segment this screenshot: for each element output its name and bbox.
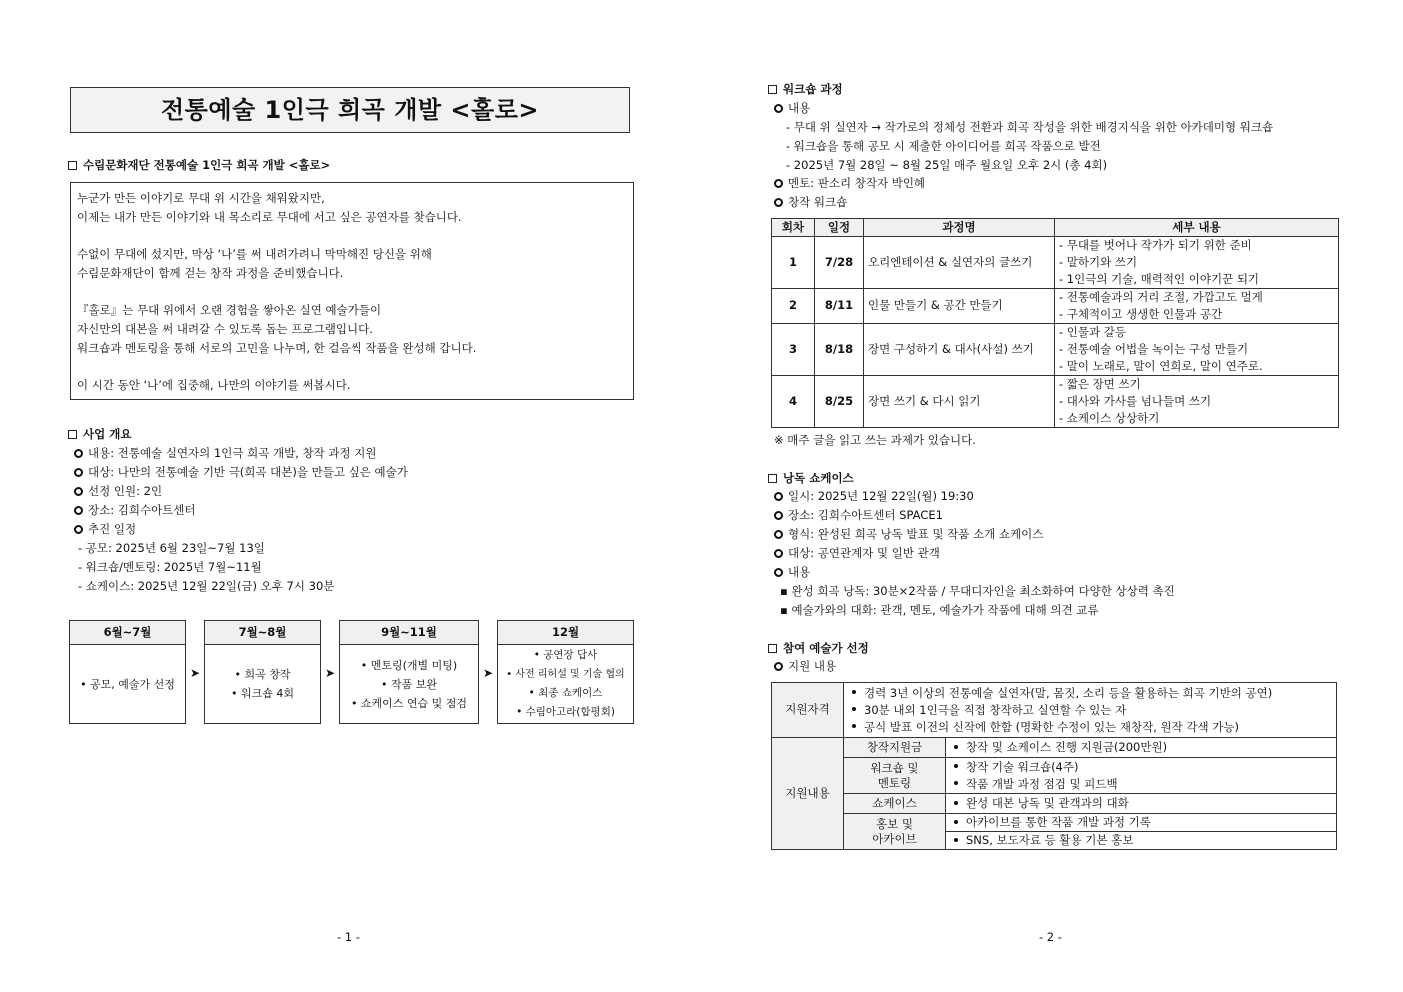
circle-bullet-icon [774, 104, 783, 113]
table-header-row [772, 219, 1339, 237]
circle-bullet-icon [74, 487, 83, 496]
table-cell-no: 1 [772, 237, 815, 289]
table-cell-details: - 인물과 갈등 - 전통예술 어법을 녹이는 구성 만들기 - 말이 노래로, 말이 연희로, 말이 연주로. [1055, 324, 1339, 376]
schedule-item: - 공모: 2025년 6월 23일~7월 13일 [78, 541, 265, 555]
support-label: 지원 내용 [774, 659, 836, 675]
flow-step-head: 9월~11월 [340, 621, 478, 645]
bullet-dot-icon [954, 838, 958, 842]
section-heading-selection [768, 641, 869, 657]
section-heading-text: 수림문화재단 전통예술 1인극 희곡 개발 <홀로> [83, 158, 331, 172]
support-table [771, 682, 1337, 850]
section-heading-workshop [768, 82, 843, 98]
schedule-item: - 워크숍/멘토링: 2025년 7월~11월 [78, 560, 262, 574]
overview-item: 대상: 나만의 전통예술 기반 극(희곡 대본)을 만들고 싶은 예술가 [74, 465, 408, 481]
table-cell-details: - 전통예술과의 거리 조절, 가깝고도 멀게 - 구체적이고 생생한 인물과 공간 [1055, 289, 1339, 324]
intro-blank [77, 227, 627, 245]
circle-bullet-icon [74, 449, 83, 458]
showcase-item: 장소: 김희수아트센터 SPACE1 [774, 508, 943, 524]
checkbox-square-icon [768, 85, 777, 94]
checkbox-square-icon [68, 430, 77, 439]
intro-blank [77, 358, 627, 376]
flow-step-body [498, 645, 633, 723]
arrow-right-icon: ➤ [325, 666, 336, 680]
table-cell-no: 4 [772, 376, 815, 428]
checkbox-square-icon [768, 644, 777, 653]
table-cell-name: 장면 쓰기 & 다시 읽기 [864, 376, 1055, 428]
intro-line: 이제는 내가 만든 이야기와 내 목소리로 무대에 서고 싶은 공연자를 찾습니다. [77, 210, 462, 224]
support-row-label: 창작지원금 [844, 738, 946, 758]
flow-step-item: • 공연장 답사 [533, 649, 598, 661]
circle-bullet-icon [774, 492, 783, 501]
bullet-dot-icon [852, 690, 856, 694]
table-row [772, 794, 1337, 814]
workshop-content-label: 내용 [774, 101, 810, 117]
table-row [772, 237, 1339, 289]
qual-label: 지원자격 [772, 683, 844, 738]
bullet-dot-icon [954, 764, 958, 768]
flow-step-item: • 워크숍 4회 [231, 687, 294, 700]
table-row [772, 324, 1339, 376]
flow-step-item: • 작품 보완 [381, 677, 437, 691]
support-row-item: 창작 기술 워크숍(4주) 작품 개발 과정 점검 및 피드백 [946, 758, 1337, 794]
overview-item: 선정 인원: 2인 [74, 484, 162, 500]
table-note: ※ 매주 글을 읽고 쓰는 과제가 있습니다. [774, 433, 976, 447]
workshop-content-item: - 무대 위 실연자 → 작가로의 정체성 전환과 희곡 작성을 위한 배경지식을 위한 아카데미형 워크숍 [786, 120, 1274, 134]
workshop-table [771, 218, 1339, 428]
table-header: 세부 내용 [1055, 219, 1339, 237]
table-cell-name: 장면 구성하기 & 대사(사설) 쓰기 [864, 324, 1055, 376]
schedule-item: - 쇼케이스: 2025년 12월 22일(금) 오후 7시 30분 [78, 579, 335, 593]
bullet-dot-icon [954, 801, 958, 805]
showcase-item: 내용 [774, 565, 810, 581]
table-cell-name: 오리엔테이션 & 실연자의 글쓰기 [864, 237, 1055, 289]
checkbox-square-icon [768, 474, 777, 483]
flow-step-2 [204, 620, 321, 724]
arrow-right-icon: ➤ [190, 666, 201, 680]
section-heading-text: 워크숍 과정 [783, 82, 843, 96]
support-row-item: 창작 및 쇼케이스 진행 지원금(200만원) [946, 738, 1337, 758]
showcase-item: 형식: 완성된 희곡 낭독 발표 및 작품 소개 쇼케이스 [774, 527, 1043, 543]
intro-line: 자신만의 대본을 써 내려갈 수 있도록 돕는 프로그램입니다. [77, 322, 373, 336]
flow-step-item: • 수림아고라(합평회) [516, 706, 615, 718]
table-row [772, 683, 1337, 738]
flow-step-head: 12월 [498, 621, 633, 645]
support-row-item: 아카이브를 통한 작품 개발 과정 기록 [946, 814, 1337, 832]
section-heading-text: 낭독 쇼케이스 [783, 471, 854, 485]
flow-step-4 [497, 620, 634, 724]
section-heading-showcase [768, 471, 854, 487]
showcase-item: 대상: 공연관계자 및 일반 관객 [774, 546, 940, 562]
flow-step-item: • 사전 리허설 및 기술 협의 [506, 669, 625, 680]
checkbox-square-icon [68, 161, 77, 170]
showcase-content-item: ▪ 예술가와의 대화: 관객, 멘토, 예술가가 작품에 대해 의견 교류 [780, 603, 1099, 617]
flow-step-body [70, 645, 185, 723]
bullet-dot-icon [852, 724, 856, 728]
flow-step-head: 7월~8월 [205, 621, 320, 645]
table-cell-details: - 짧은 장면 쓰기 - 대사와 가사를 넘나들며 쓰기 - 쇼케이스 상상하기 [1055, 376, 1339, 428]
table-header: 일정 [815, 219, 864, 237]
intro-line: 워크숍과 멘토링을 통해 서로의 고민을 나누며, 한 걸음씩 작품을 완성해 갑니다. [77, 341, 477, 355]
table-cell-details: - 무대를 벗어나 작가가 되기 위한 준비 - 말하기와 쓰기 - 1인극의 기술, 매력적인 이야기꾼 되기 [1055, 237, 1339, 289]
table-row [772, 376, 1339, 428]
section-heading-text: 참여 예술가 선정 [783, 641, 869, 655]
table-cell-date: 8/25 [815, 376, 864, 428]
circle-bullet-icon [774, 511, 783, 520]
table-cell-date: 7/28 [815, 237, 864, 289]
intro-line: 수없이 무대에 섰지만, 막상 ‘나’를 써 내려가려니 막막해진 당신을 위해 [77, 247, 432, 261]
table-row [772, 289, 1339, 324]
page-2 [700, 0, 1403, 992]
mentor-item: 멘토: 판소리 창작자 박인혜 [774, 176, 925, 192]
page-number: - 2 - [1039, 930, 1062, 944]
workshop-content-item: - 워크숍을 통해 공모 시 제출한 아이디어를 희곡 작품으로 발전 [786, 139, 1101, 153]
section-heading-overview [68, 427, 131, 443]
flow-step-item: • 최종 쇼케이스 [528, 687, 603, 699]
overview-item: 장소: 김희수아트센터 [74, 503, 196, 519]
circle-bullet-icon [74, 468, 83, 477]
support-row-label: 홍보 및 아카이브 [844, 814, 946, 850]
support-row-item: 완성 대본 낭독 및 관객과의 대화 [946, 794, 1337, 814]
overview-item: 추진 일정 [74, 522, 136, 538]
table-row [772, 738, 1337, 758]
page-number: - 1 - [337, 930, 360, 944]
circle-bullet-icon [774, 549, 783, 558]
page-1 [0, 0, 700, 992]
bullet-dot-icon [954, 820, 958, 824]
arrow-right-icon: ➤ [483, 666, 494, 680]
flow-step-1 [69, 620, 186, 724]
showcase-item: 일시: 2025년 12월 22일(월) 19:30 [774, 489, 974, 505]
intro-blank [77, 283, 627, 301]
table-cell-name: 인물 만들기 & 공간 만들기 [864, 289, 1055, 324]
section-heading-text: 사업 개요 [83, 427, 132, 441]
qual-items: 경력 3년 이상의 전통예술 실연자(말, 몸짓, 소리 등을 활용하는 희곡 기반의 공연) 30분 내외 1인극을 직접 창작하고 실연할 수 있는 자 공식 발표 이전의 신작에 한함 (명확한 수정이 있는 재창작, 원작 각색 가능) [844, 683, 1337, 738]
circle-bullet-icon [774, 198, 783, 207]
bullet-dot-icon [954, 745, 958, 749]
flow-step-item: • 공모, 예술가 선정 [80, 677, 175, 691]
circle-bullet-icon [774, 568, 783, 577]
table-cell-date: 8/11 [815, 289, 864, 324]
circle-bullet-icon [774, 662, 783, 671]
table-cell-no: 3 [772, 324, 815, 376]
intro-line: 『홀로』는 무대 위에서 오랜 경험을 쌓아온 실연 예술가들이 [77, 303, 382, 317]
support-row-label: 워크숍 및 멘토링 [844, 758, 946, 794]
workshop-label: 창작 워크숍 [774, 195, 847, 211]
flow-step-body [340, 645, 478, 723]
flow-step-item: • 멘토링(개별 미팅) [360, 658, 458, 672]
table-header: 과정명 [864, 219, 1055, 237]
table-header: 회차 [772, 219, 815, 237]
table-cell-no: 2 [772, 289, 815, 324]
page-title: 전통예술 1인극 희곡 개발 <홀로> [70, 87, 630, 133]
flow-step-head: 6월~7월 [70, 621, 185, 645]
intro-line: 누군가 만든 이야기로 무대 위 시간을 채워왔지만, [77, 191, 325, 205]
workshop-content-item: - 2025년 7월 28일 ~ 8월 25일 매주 월요일 오후 2시 (총 4회) [786, 158, 1108, 172]
bullet-dot-icon [954, 781, 958, 785]
content-label: 지원내용 [772, 738, 844, 850]
support-row-item: SNS, 보도자료 등 활용 기본 홍보 [946, 832, 1337, 850]
section-heading-foundation [68, 158, 330, 174]
flow-step-item: • 희곡 창작 [234, 668, 291, 681]
showcase-content-item: ▪ 완성 희곡 낭독: 30분×2작품 / 무대디자인을 최소화하여 다양한 상상력 촉진 [780, 584, 1175, 598]
intro-line: 이 시간 동안 ‘나’에 집중해, 나만의 이야기를 써봅시다. [77, 378, 351, 392]
flow-step-3 [339, 620, 479, 724]
circle-bullet-icon [774, 530, 783, 539]
overview-item: 내용: 전통예술 실연자의 1인극 희곡 개발, 창작 과정 지원 [74, 446, 377, 462]
table-row [772, 814, 1337, 832]
table-cell-date: 8/18 [815, 324, 864, 376]
circle-bullet-icon [74, 525, 83, 534]
intro-line: 수림문화재단이 함께 걷는 창작 과정을 준비했습니다. [77, 266, 344, 280]
circle-bullet-icon [774, 179, 783, 188]
circle-bullet-icon [74, 506, 83, 515]
support-row-label: 쇼케이스 [844, 794, 946, 814]
bullet-dot-icon [852, 707, 856, 711]
flow-step-body [205, 645, 320, 723]
flow-step-item: • 쇼케이스 연습 및 점검 [350, 696, 468, 710]
table-row [772, 758, 1337, 794]
intro-box [70, 182, 634, 400]
